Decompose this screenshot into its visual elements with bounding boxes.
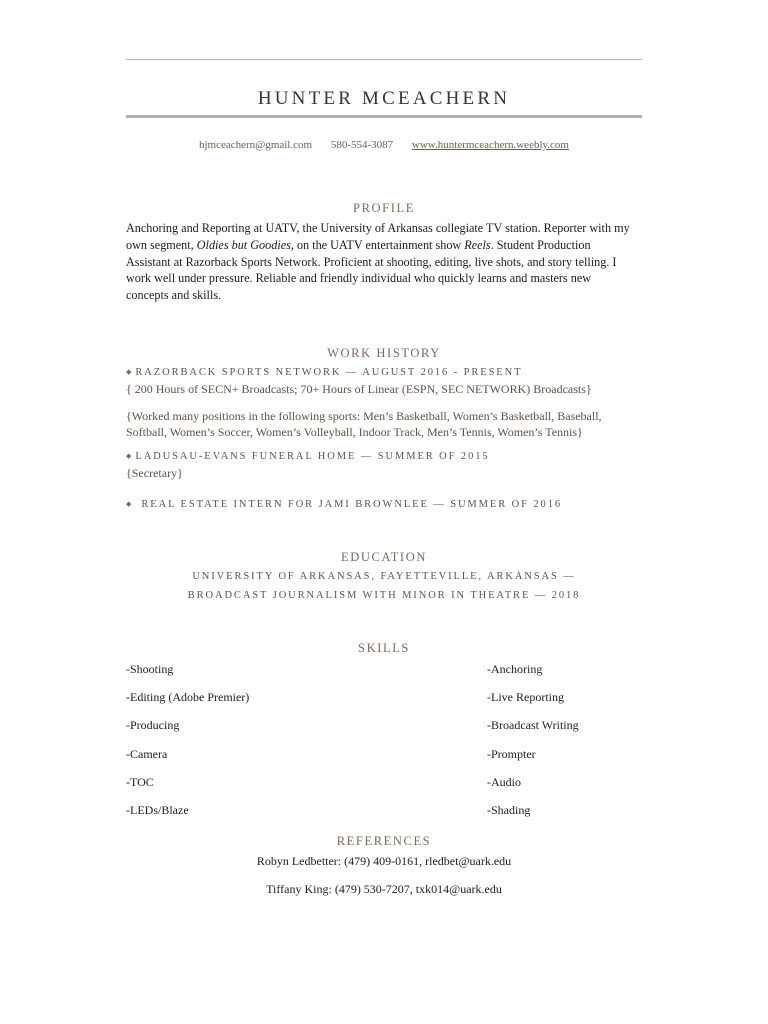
skill-item: -Anchoring <box>487 662 543 676</box>
skill-item: -Shooting <box>126 662 174 676</box>
profile-text: Anchoring and Reporting at UATV, the University of Arkansas collegiate TV station. Reporter with my own segment, Oldies but Goodies, on the UATV entertainment show Reels. Student Production Assistant at Razorback Sports Network. Proficient at shooting, editing, live shots, and story telling. I work well under pressure. Reliable and friendly individual who quickly learns and masters new concepts and skills. <box>126 221 630 303</box>
skill-item: -LEDs/Blaze <box>126 803 189 817</box>
education-line: BROADCAST JOURNALISM WITH MINOR IN THEATRE — 2018 <box>187 590 581 601</box>
skill-item: -Producing <box>126 718 180 732</box>
skill-item: -Prompter <box>487 747 536 761</box>
diamond-bullet-icon: ◆ <box>126 368 132 376</box>
skill-item: -TOC <box>126 775 154 789</box>
phone-number: 580-554-3087 <box>330 139 394 151</box>
job-detail: { 200 Hours of SECN+ Broadcasts; 70+ Hours of Linear (ESPN, SEC NETWORK) Broadcasts} <box>126 382 592 396</box>
contact-line <box>126 139 642 151</box>
education-heading: EDUCATION <box>341 550 427 564</box>
segment-name: Oldies but Goodies, <box>196 237 294 252</box>
references-heading: REFERENCES <box>336 834 432 848</box>
skill-item: -Camera <box>126 747 168 761</box>
job-title: ◆ RAZORBACK SPORTS NETWORK — AUGUST 2016 - PRESENT <box>126 367 523 378</box>
profile-heading: PROFILE <box>353 201 415 215</box>
skills-heading: SKILLS <box>358 641 410 655</box>
resume-name: HUNTER MCEACHERN <box>257 88 511 109</box>
job-title: ◆ LADUSAU-EVANS FUNERAL HOME — SUMMER OF 2015 <box>126 451 490 462</box>
email-address: hjmceachern@gmail.com <box>199 139 313 151</box>
reference-item: Tiffany King: (479) 530-7207, txk014@uark.edu <box>266 882 502 896</box>
show-name: Reels <box>464 237 491 252</box>
skill-item: -Shading <box>487 803 531 817</box>
job-title: ◆ REAL ESTATE INTERN FOR JAMI BROWNLEE — SUMMER OF 2016 <box>126 499 562 510</box>
skill-item: -Broadcast Writing <box>487 718 579 732</box>
skill-item: -Audio <box>487 775 521 789</box>
work-history-heading: WORK HISTORY <box>327 346 441 360</box>
job-detail: {Worked many positions in the following sports: Men’s Basketball, Women’s Basketball, Baseball, Softball, Women’s Soccer, Women’s Volleyball, Indoor Track, Men’s Tennis, Women’s Tennis} <box>126 409 602 439</box>
diamond-bullet-icon: ◆ <box>126 500 132 508</box>
skill-item: -Editing (Adobe Premier) <box>126 690 250 704</box>
job-detail: {Secretary} <box>126 466 183 480</box>
education-line: UNIVERSITY OF ARKANSAS, FAYETTEVILLE, ARKANSAS — <box>192 571 576 582</box>
diamond-bullet-icon: ◆ <box>126 452 132 460</box>
top-rule <box>126 59 642 60</box>
skill-item: -Live Reporting <box>487 690 564 704</box>
reference-item: Robyn Ledbetter: (479) 409-0161, rledbet@uark.edu <box>256 854 512 868</box>
website-link[interactable]: www.huntermceachern.weebly.com <box>411 139 569 151</box>
name-underline <box>126 115 642 118</box>
